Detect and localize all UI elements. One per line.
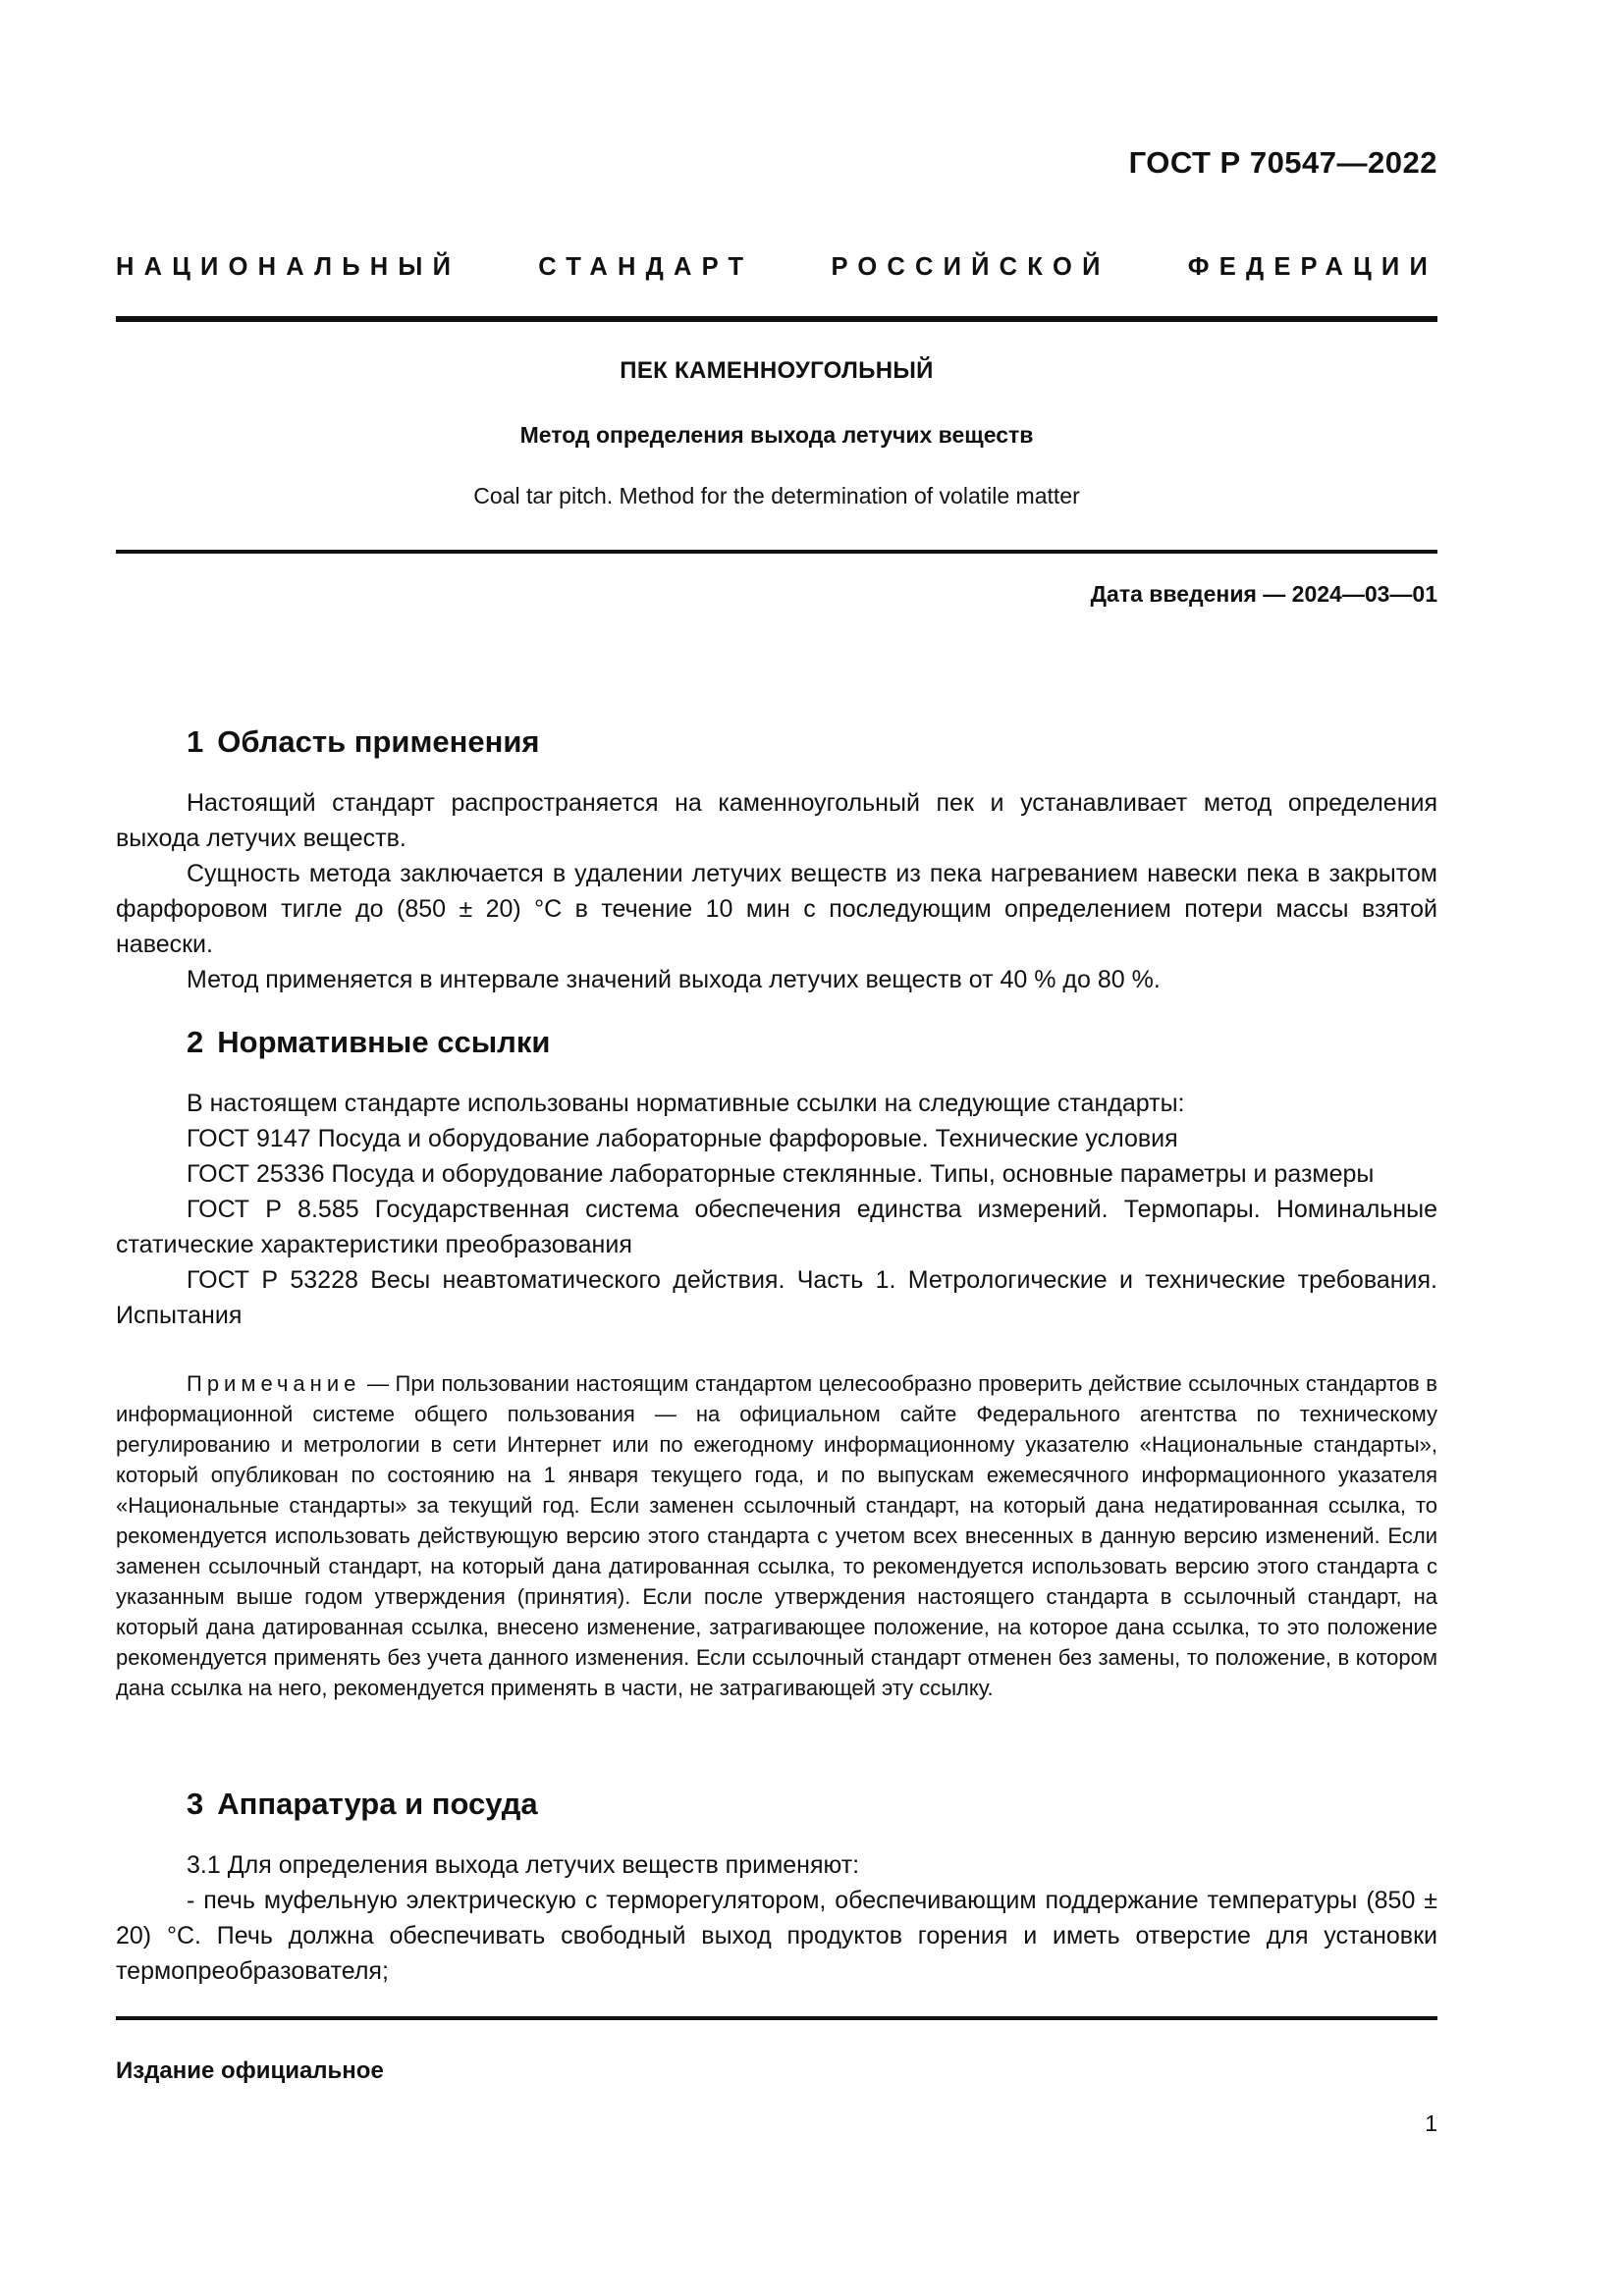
header-rule — [116, 316, 1437, 322]
title-rule — [116, 550, 1437, 554]
note-label: Примечание — [187, 1371, 361, 1396]
section-1-body — [116, 785, 1437, 997]
reference-item: ГОСТ 9147 Посуда и оборудование лабораторные фарфоровые. Технические условия — [187, 1125, 1178, 1152]
standard-title-english: Coal tar pitch. Method for the determination of volatile matter — [473, 483, 1080, 508]
paragraph: Настоящий стандарт распространяется на каменноугольный пек и устанавливает метод определения выхода летучих веществ. — [116, 789, 1437, 852]
national-standard-title: НАЦИОНАЛЬНЫЙ СТАНДАРТ РОССИЙСКОЙ ФЕДЕРАЦИИ — [116, 253, 1437, 281]
footer-rule — [116, 2016, 1437, 2020]
section-1-heading — [187, 724, 540, 760]
paragraph: 3.1 Для определения выхода летучих веществ применяют: — [187, 1851, 860, 1879]
edition-label: Издание официальное — [116, 2057, 384, 2084]
standard-title: ПЕК КАМЕННОУГОЛЬНЫЙ — [620, 357, 934, 384]
section-3-body — [116, 1847, 1437, 1989]
section-3-heading — [187, 1787, 538, 1822]
list-item: - печь муфельную электрическую с терморегулятором, обеспечивающим поддержание температуры (850 ± 20) °С. Печь должна обеспечивать свободный выход продуктов горения и иметь отверстие для установки термопреобразователя; — [116, 1887, 1437, 1985]
section-number: 2 — [187, 1025, 204, 1059]
standard-subtitle: Метод определения выхода летучих веществ — [519, 422, 1034, 448]
note-text: — При пользовании настоящим стандартом целесообразно проверить действие ссылочных стандартов в информационной системе общего пользования — на официальном сайте Федерального агентства по техническому регулированию и метрологии в сети Интернет или по ежегодному информационному указателю «Национальные стандарты», который опубликован по состоянию на 1 января текущего года, и по выпускам ежемесячного информационного указателя «Национальные стандарты» за текущий год. Если заменен ссылочный стандарт, на который дана недатированная ссылка, то рекомендуется использовать действующую версию этого стандарта с учетом всех внесенных в данную версию изменений. Если заменен ссылочный стандарт, на который дана датированная ссылка, то рекомендуется использовать версию этого стандарта с указанным выше годом утверждения (принятия). Если после утверждения настоящего стандарта в ссылочный стандарт, на который дана датированная ссылка, внесено изменение, затрагивающее положение, на которое дана ссылка, то это положение рекомендуется применять без учета данного изменения. Если ссылочный стандарт отменен без замены, то положение, в котором дана ссылка на него, рекомендуется применять в части, не затрагивающей эту ссылку. — [116, 1371, 1437, 1700]
section-title: Область применения — [217, 724, 540, 759]
section-2-note — [116, 1368, 1437, 1703]
section-2-heading — [187, 1025, 550, 1060]
paragraph: Метод применяется в интервале значений выхода летучих веществ от 40 % до 80 %. — [187, 966, 1161, 993]
section-title: Нормативные ссылки — [217, 1025, 551, 1059]
section-number: 1 — [187, 724, 204, 759]
document-number: ГОСТ Р 70547—2022 — [1128, 145, 1437, 180]
reference-item: ГОСТ Р 53228 Весы неавтоматического действия. Часть 1. Метрологические и технические требования. Испытания — [116, 1266, 1437, 1329]
section-2-body — [116, 1086, 1437, 1333]
section-title: Аппаратура и посуда — [217, 1787, 538, 1821]
reference-item: ГОСТ Р 8.585 Государственная система обеспечения единства измерений. Термопары. Номинальные статические характеристики преобразования — [116, 1196, 1437, 1258]
introduction-date: Дата введения — 2024—03—01 — [1090, 581, 1437, 607]
reference-item: ГОСТ 25336 Посуда и оборудование лабораторные стеклянные. Типы, основные параметры и размеры — [187, 1160, 1375, 1188]
section-number: 3 — [187, 1787, 204, 1821]
paragraph: В настоящем стандарте использованы нормативные ссылки на следующие стандарты: — [187, 1090, 1185, 1117]
paragraph: Сущность метода заключается в удалении летучих веществ из пека нагреванием навески пека в закрытом фарфоровом тигле до (850 ± 20) °С в течение 10 мин с последующим определением потери массы взятой навески. — [116, 860, 1437, 958]
page-number: 1 — [1425, 2110, 1437, 2136]
